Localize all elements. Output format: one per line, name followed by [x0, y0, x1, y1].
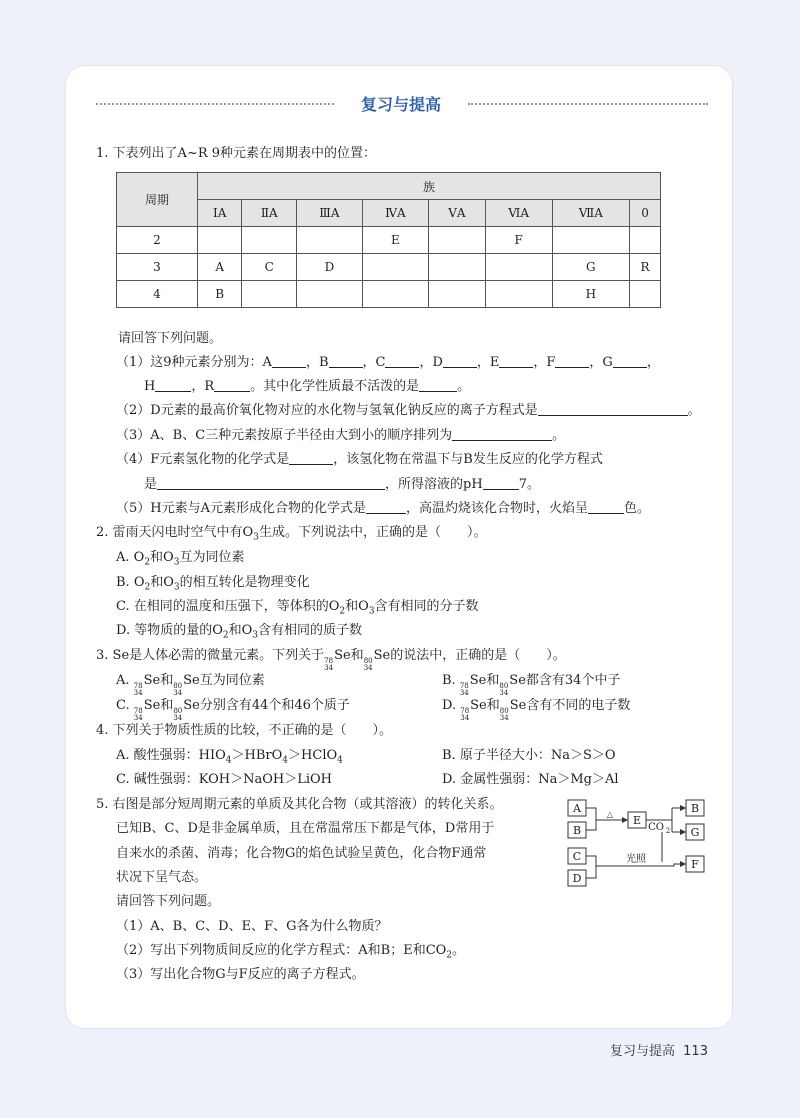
period-header: 周期 [117, 173, 198, 227]
group-cell: ⅢA [297, 200, 362, 227]
periodic-table [116, 172, 661, 308]
group-cell: 0 [630, 200, 661, 227]
answer-blank [443, 354, 477, 368]
element-cell [362, 254, 429, 281]
page-footer: 复习与提高 113 [610, 1044, 708, 1059]
group-cell: ⅣA [362, 200, 429, 227]
answer-blank [155, 378, 191, 392]
element-cell: F [485, 227, 552, 254]
q1-prompt: 请回答下列问题。 [118, 331, 223, 346]
answer-blank [613, 354, 647, 368]
q4-option-c: C. 碱性强弱：KOH＞NaOH＞LiOH [116, 772, 333, 787]
answer-blank [483, 476, 519, 490]
element-cell [429, 281, 485, 308]
diagram-label: B [572, 824, 582, 837]
q2-option-c: C. 在相同的温度和压强下，等体积的$O_2$和$O_3$含有相同的分子数 [116, 599, 479, 617]
q1-part1-line1: （1）这9种元素分别为：A ，B ，C ，D ，E ，F ，G ， [116, 355, 660, 370]
q1-stem: 1. 下表列出了A~R 9种元素在周期表中的位置： [96, 146, 377, 161]
q1-part1-line2: H ，R 。其中化学性质最不活泼的是 。 [144, 379, 471, 394]
element-cell: D [297, 254, 362, 281]
answer-blank [329, 354, 363, 368]
q3-option-d: D. 78 34 Se和 80 34 Se含有不同的电子数 [442, 698, 631, 722]
header-divider-right [468, 103, 708, 105]
answer-blank [366, 500, 406, 514]
element-cell [242, 281, 297, 308]
element-cell: R [630, 254, 661, 281]
q3-option-a: A. 78 34 Se和 80 34 Se互为同位素 [116, 673, 265, 697]
q5-part3: （3）写出化合物G与F反应的离子方程式。 [116, 967, 365, 982]
q2-option-b: B. $O_2$和$O_3$的相互转化是物理变化 [116, 575, 310, 593]
q2-option-d: D. 等物质的量的$O_2$和$O_3$含有相同的质子数 [116, 623, 363, 641]
answer-blank [289, 451, 333, 465]
answer-blank [214, 378, 250, 392]
q4-option-a: A. 酸性强弱：$HIO_4>HBrO_4>HClO_4$ [116, 748, 343, 766]
diagram-label: C [572, 850, 582, 863]
q5-line1: 5. 右图是部分短周期元素的单质及其化合物（或其溶液）的转化关系。 [96, 797, 503, 812]
transformation-diagram [562, 796, 708, 892]
group-header: 族 [198, 173, 661, 200]
element-cell: H [552, 281, 629, 308]
q5-prompt: 请回答下列问题。 [116, 894, 221, 909]
q1-part4-line1: （4）F元素氢化物的化学式是 ，该氢化物在常温下与B发生反应的化学方程式 [116, 452, 603, 467]
element-cell [362, 281, 429, 308]
section-title: 复习与提高 [360, 95, 441, 114]
diagram-label: E [632, 814, 642, 827]
q1-part5: （5）H元素与A元素形成化合物的化学式是 ，高温灼烧该化合物时，火焰呈 色。 [116, 501, 651, 516]
answer-blank [588, 500, 624, 514]
light-label: 光照 [626, 854, 646, 865]
section-header [96, 92, 708, 116]
q5-line4: 状况下呈气态。 [116, 870, 208, 885]
q5-line3: 自来水的杀菌、消毒；化合物G的焰色试验呈黄色，化合物F通常 [116, 846, 487, 861]
q5-part2: （2）写出下列物质间反应的化学方程式：A和B；E和$CO_2$。 [116, 943, 466, 961]
element-cell [552, 227, 629, 254]
group-cell: ⅠA [198, 200, 242, 227]
element-cell [485, 281, 552, 308]
group-cell: ⅥA [485, 200, 552, 227]
period-cell: 4 [117, 281, 198, 308]
q4-option-b: B. 原子半径大小：Na＞S＞O [442, 748, 616, 763]
element-cell [198, 227, 242, 254]
answer-blank [452, 427, 552, 441]
element-cell [485, 254, 552, 281]
diagram-label: A [573, 802, 581, 815]
answer-blank [499, 354, 533, 368]
q3-option-b: B. 78 34 Se和 80 34 Se都含有34个中子 [442, 673, 621, 697]
page-number: 113 [683, 1044, 708, 1059]
answer-blank [555, 354, 589, 368]
element-cell: A [198, 254, 242, 281]
element-cell [297, 227, 362, 254]
answer-blank [419, 378, 457, 392]
q1-part3: （3）A、B、C三种元素按原子半径由大到小的顺序排列为 。 [116, 428, 566, 443]
diagram-label: F [691, 858, 699, 871]
group-cell: ⅦA [552, 200, 629, 227]
element-cell: G [552, 254, 629, 281]
period-cell: 2 [117, 227, 198, 254]
diagram-label: D [572, 872, 582, 885]
element-cell: E [362, 227, 429, 254]
element-cell [242, 227, 297, 254]
q1-part2: （2）D元素的最高价氧化物对应的水化物与氢氧化钠反应的离子方程式是 。 [116, 403, 701, 418]
period-cell: 3 [117, 254, 198, 281]
element-cell [429, 227, 485, 254]
group-cell: ⅡA [242, 200, 297, 227]
co2-subscript: 2 [665, 827, 671, 835]
co2-label: CO [648, 822, 664, 833]
element-cell [630, 227, 661, 254]
diagram-label: B [690, 802, 700, 815]
table-row [117, 227, 661, 254]
q5-part1: （1）A、B、C、D、E、F、G各为什么物质？ [116, 919, 388, 934]
answer-blank [385, 354, 419, 368]
element-cell [429, 254, 485, 281]
heat-symbol: △ [606, 810, 614, 819]
answer-blank [538, 402, 688, 416]
element-cell: B [198, 281, 242, 308]
answer-blank [157, 476, 385, 490]
q3-stem: 3. Se是人体必需的微量元素。下列关于 78 34 Se和 80 34 Se的说法中，正确的是（ ）。 [96, 648, 566, 672]
q2-option-a: A. $O_2$和$O_3$互为同位素 [116, 550, 245, 568]
q2-stem: 2. 雷雨天闪电时空气中有$O_3$生成。下列说法中，正确的是（ ）。 [96, 525, 487, 543]
group-cell: ⅤA [429, 200, 485, 227]
q4-stem: 4. 下列关于物质性质的比较，不正确的是（ ）。 [96, 723, 393, 738]
answer-blank [272, 354, 306, 368]
header-divider-left [96, 103, 334, 105]
table-row [117, 254, 661, 281]
element-cell [297, 281, 362, 308]
q1-part4-line2: 是 ，所得溶液的pH 7。 [144, 477, 540, 492]
element-cell [630, 281, 661, 308]
table-row [117, 281, 661, 308]
q3-option-c: C. 78 34 Se和 80 34 Se分别含有44个和46个质子 [116, 698, 350, 722]
diagram-label: G [690, 826, 700, 839]
q4-option-d: D. 金属性强弱：Na＞Mg＞Al [442, 772, 619, 787]
q5-line2: 已知B、C、D是非金属单质，且在常温常压下都是气体，D常用于 [116, 821, 495, 836]
element-cell: C [242, 254, 297, 281]
